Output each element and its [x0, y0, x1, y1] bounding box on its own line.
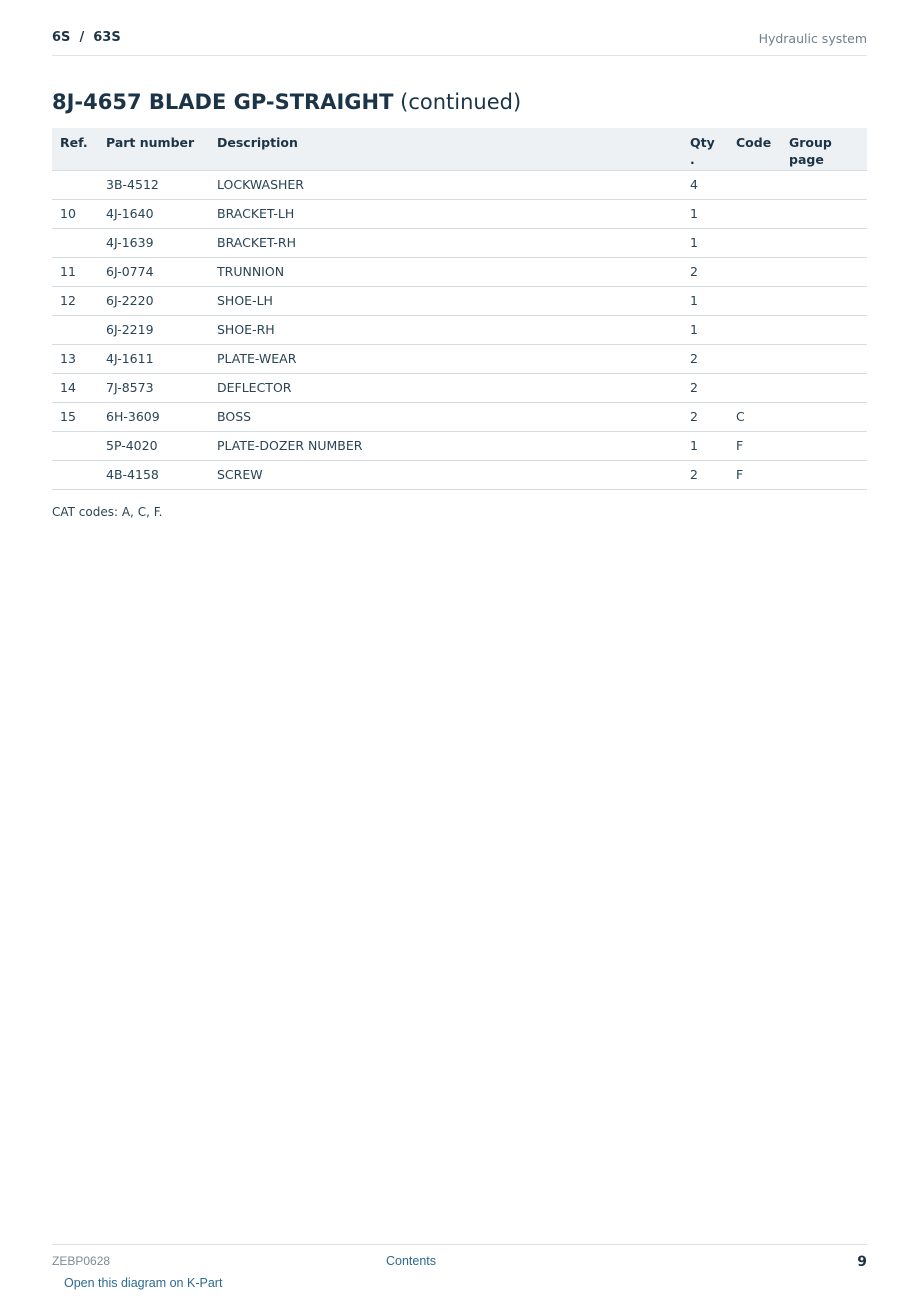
table-row — [52, 315, 867, 344]
code-cell — [728, 228, 781, 257]
part-number-cell: 4J-1640 — [98, 199, 209, 228]
contents-link[interactable]: Contents — [386, 1254, 437, 1268]
qty-cell: 1 — [682, 199, 728, 228]
table-row — [52, 199, 867, 228]
breadcrumb: 6S / 63S — [52, 30, 121, 45]
section-title: Hydraulic system — [758, 31, 867, 46]
part-number-cell: 4B-4158 — [98, 460, 209, 489]
part-number-cell: 6H-3609 — [98, 402, 209, 431]
group-page-cell — [781, 373, 867, 402]
code-cell: C — [728, 402, 781, 431]
group-page-cell — [781, 228, 867, 257]
ref-cell: 12 — [52, 286, 98, 315]
ref-cell: 15 — [52, 402, 98, 431]
qty-cell: 1 — [682, 286, 728, 315]
title-suffix: (continued) — [400, 90, 522, 114]
table-row — [52, 460, 867, 489]
ref-cell: 14 — [52, 373, 98, 402]
description-cell: BRACKET-RH — [209, 228, 682, 257]
assembly-name: 8J-4657 BLADE GP-STRAIGHT — [52, 90, 394, 114]
code-cell — [728, 344, 781, 373]
qty-cell: 1 — [682, 228, 728, 257]
description-cell: SHOE-RH — [209, 315, 682, 344]
group-page-cell — [781, 286, 867, 315]
column-header-description: Description — [209, 128, 682, 170]
description-cell: BOSS — [209, 402, 682, 431]
qty-cell: 4 — [682, 170, 728, 199]
qty-cell: 2 — [682, 402, 728, 431]
page-number: 9 — [857, 1254, 867, 1270]
qty-cell: 2 — [682, 257, 728, 286]
part-number-cell: 6J-0774 — [98, 257, 209, 286]
open-kpart-link[interactable]: Open this diagram on K-Part — [64, 1276, 223, 1290]
description-cell: LOCKWASHER — [209, 170, 682, 199]
column-header-part-number: Part number — [98, 128, 209, 170]
parts-table — [52, 128, 867, 490]
description-cell: SCREW — [209, 460, 682, 489]
description-cell: DEFLECTOR — [209, 373, 682, 402]
ref-cell: 11 — [52, 257, 98, 286]
qty-cell: 2 — [682, 373, 728, 402]
qty-cell: 2 — [682, 344, 728, 373]
cat-codes-note: CAT codes: A, C, F. — [52, 505, 163, 519]
ref-cell: 10 — [52, 199, 98, 228]
page-header — [52, 28, 867, 56]
code-cell — [728, 199, 781, 228]
group-page-cell — [781, 431, 867, 460]
table-row — [52, 286, 867, 315]
ref-cell — [52, 170, 98, 199]
ref-cell — [52, 431, 98, 460]
ref-cell: 13 — [52, 344, 98, 373]
ref-cell — [52, 460, 98, 489]
column-header-group-page: Group page — [781, 128, 867, 170]
table-header-row — [52, 128, 867, 170]
qty-cell: 1 — [682, 431, 728, 460]
code-cell — [728, 170, 781, 199]
group-page-cell — [781, 199, 867, 228]
table-row — [52, 228, 867, 257]
page-footer — [52, 1244, 867, 1270]
code-cell: F — [728, 431, 781, 460]
code-cell: F — [728, 460, 781, 489]
qty-cell: 2 — [682, 460, 728, 489]
group-page-cell — [781, 344, 867, 373]
part-number-cell: 7J-8573 — [98, 373, 209, 402]
group-page-cell — [781, 402, 867, 431]
description-cell: PLATE-DOZER NUMBER — [209, 431, 682, 460]
part-number-cell: 6J-2219 — [98, 315, 209, 344]
table-row — [52, 402, 867, 431]
ref-cell — [52, 315, 98, 344]
part-number-cell: 5P-4020 — [98, 431, 209, 460]
group-page-cell — [781, 257, 867, 286]
part-number-cell: 4J-1611 — [98, 344, 209, 373]
group-page-cell — [781, 460, 867, 489]
part-number-cell: 3B-4512 — [98, 170, 209, 199]
group-page-cell — [781, 170, 867, 199]
part-number-cell: 4J-1639 — [98, 228, 209, 257]
part-number-cell: 6J-2220 — [98, 286, 209, 315]
description-cell: BRACKET-LH — [209, 199, 682, 228]
qty-cell: 1 — [682, 315, 728, 344]
column-header-code: Code — [728, 128, 781, 170]
page-title — [52, 90, 521, 114]
group-page-cell — [781, 315, 867, 344]
table-row — [52, 170, 867, 199]
description-cell: TRUNNION — [209, 257, 682, 286]
description-cell: PLATE-WEAR — [209, 344, 682, 373]
ref-cell — [52, 228, 98, 257]
column-header-qty: Qty . — [682, 128, 728, 170]
table-row — [52, 344, 867, 373]
table-row — [52, 431, 867, 460]
code-cell — [728, 257, 781, 286]
column-header-ref: Ref. — [52, 128, 98, 170]
table-row — [52, 257, 867, 286]
code-cell — [728, 286, 781, 315]
table-row — [52, 373, 867, 402]
code-cell — [728, 373, 781, 402]
description-cell: SHOE-LH — [209, 286, 682, 315]
code-cell — [728, 315, 781, 344]
document-id: ZEBP0628 — [52, 1254, 111, 1268]
